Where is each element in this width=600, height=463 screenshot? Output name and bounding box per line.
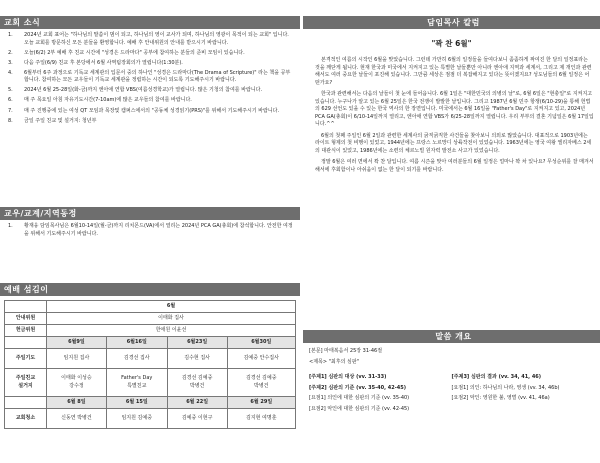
- item-text: 매 주 진행중에 있는 여성 QT 모임과 목장및 캠퍼스에서의 "공동체 성경읽기(PRS)"를 위해서 기도해주시기 바랍니다.: [24, 107, 280, 114]
- usher-value: 이태화 집사: [47, 313, 296, 325]
- news-list: [0, 29, 300, 125]
- month-blank: [5, 301, 47, 313]
- fellowship-line: 박병건: [189, 382, 205, 389]
- presbytery-section-title: 교우/교계/지역동정: [0, 207, 300, 220]
- sermon-name-row: [309, 359, 594, 367]
- list-item: [8, 50, 294, 58]
- date-blank: [5, 337, 47, 349]
- fellowship-line: 김경선 김예중: [245, 375, 277, 381]
- item-number: 4.: [8, 69, 13, 76]
- item-text: 2024년 교회 표어는 "하나님의 말씀이 범이 되고, 하나님의 영이 교사가 되며, 하나님의 영광이 목적이 되는 교회" 입니다. 오늘 교회를 방문하신 모든 분들을 환영합니다. 예배 후 안내위원의 안내를 받으시기 바랍니다.: [24, 32, 289, 46]
- news-section-title: 교회 소식: [0, 16, 300, 29]
- list-item: [8, 32, 294, 47]
- item-text: 2024년 6월 25-28일(화-금)까지 엔아애 연합 VBS(여름성경학교)가 열립니다. 많은 기청의 참여를 바랍니다.: [24, 87, 263, 94]
- usher-label: 안내위원: [5, 313, 47, 325]
- item-number: 7.: [8, 107, 13, 114]
- sermon-point: [요점2] 악인: 영원한 불, 영벌 (vv. 41, 46a): [451, 395, 550, 401]
- right-column: [303, 0, 600, 463]
- sermon-point-row: [309, 395, 594, 403]
- item-number: 3.: [8, 59, 13, 66]
- fellowship-line: 강수정: [69, 382, 84, 389]
- fellowship-line: Father's Day: [121, 375, 153, 381]
- scripture-row: [309, 348, 594, 356]
- item-number: 1.: [8, 223, 13, 229]
- item-number: 1.: [8, 32, 13, 38]
- list-item: [8, 118, 294, 126]
- prayer-cell: 김수현 집사: [167, 349, 227, 369]
- fellowship-cell: [167, 369, 227, 397]
- scripture: [본문] 마태복음서 25장 31-46절: [309, 348, 383, 354]
- list-item: [8, 97, 294, 105]
- item-text: 매 주 목요일 아침 자유기도시간(7-10am)에 많은 교우들의 참여를 바랍니다.: [24, 97, 192, 104]
- offering-value: 한애원 이윤선: [47, 325, 296, 337]
- date-cell: 6월23일: [167, 337, 227, 349]
- date-cell: 6월 29일: [227, 397, 295, 409]
- article-paragraph: 한국과 관련해서는 다음의 날들이 첫 눈에 들어옵니다. 6월 1일은 "대한민국의 의병의 날"로, 6월 6일은 "현충일"로 지켜지고 있습니다. 누구나가 알고 있는 6월 25일은 한국 전쟁이 발발한 날입니다. 그리고 1987년 6월 민주 항쟁(6/10-29)을 통해 헌법의 629 선언도 있을 수 있는 한국 역사의 한 장면입니다. 미국에서는 6월 16일을 "Father's Day"로 지켜지고 있고, 2024년 PCA GA(총회)이 6/10-14일까지 열리고, 엔아애 연합 VBS가 6/25-28일까지 열립니다. 우리 부부의 결혼 기념일은 6월 17일입니다.^^: [315, 91, 594, 128]
- prayer-cell: 김예중 안수집사: [227, 349, 295, 369]
- item-text: 황재웅 담임목사님은 6월10-14일(월-금)까지 리치몬드(VA)에서 열리는 2024년 PCA GA(총회)에 참석합니다. 안전한 여정을 위해서 기도해주시기 바랍니다.: [24, 223, 293, 237]
- offering-label: 헌금위원: [5, 325, 47, 337]
- sermon-point-row: [309, 374, 594, 382]
- item-number: 5.: [8, 87, 13, 94]
- date-cell: 6월9일: [47, 337, 107, 349]
- fellowship-label-line2: 설거지: [18, 382, 33, 389]
- article-paragraph: 정말 6월은 여러 면에서 꽉 찬 달입니다. 여름 시즌을 맞아 여러분들의 6월 일정은 얼마나 꽉 차 있나요? 무성순위를 잘 매겨서 해서에 후회함이나 아쉬움이 없는 한 달이 되기를 바랍니다.: [315, 159, 594, 173]
- list-item: [8, 223, 294, 238]
- item-number: 2.: [8, 49, 13, 56]
- cleaning-label: 교회청소: [5, 409, 47, 429]
- fellowship-cell: [227, 369, 295, 397]
- sermon-point-row: [309, 406, 594, 414]
- list-item: [8, 108, 294, 116]
- article-body: [303, 57, 600, 174]
- date-cell: 6월16일: [106, 337, 167, 349]
- fellowship-line: 박병건: [254, 382, 269, 389]
- item-number: 6.: [8, 97, 13, 104]
- servers-section-title: 예배 섬김이: [0, 283, 300, 296]
- sermon-outline: [303, 345, 600, 416]
- sermon-point: [주제1] 심판의 대상 (vv. 31-33): [309, 374, 387, 380]
- prayer-label: 주일기도: [5, 349, 47, 369]
- date-cell: 6월 15일: [106, 397, 167, 409]
- cleaning-cell: 신동연 박병건: [47, 409, 107, 429]
- date-cell: 6월 8일: [47, 397, 107, 409]
- fellowship-line: 특별친교: [127, 382, 147, 389]
- sermon-points: [309, 374, 594, 413]
- date-blank: [5, 397, 47, 409]
- cleaning-cell: 임지원 김예중: [106, 409, 167, 429]
- fellowship-label-line1: 주일친교: [15, 375, 36, 381]
- article-title: "꽉 찬 6월": [431, 39, 472, 48]
- list-item: [8, 60, 294, 68]
- article-paragraph: 6월의 첫째 주일인 6월 2일과 관련한 세계사의 굵직굵직한 사건들을 찾아보니 의외로 많았습니다. 대표적으로 1903년에는 라이트 형제의 첫 비행이 있었고, 1944년에는 프랑스 노르망디 상륙작전이 있었습니다. 1963년에는 영국 여왕 엘리자베스 2세의 대관식이 있었고, 1986년에는 소련의 체르노빌 원자력 발전소 사고가 있었습니다.: [315, 132, 592, 154]
- list-item: [8, 87, 294, 95]
- sermon-point: [요점2] 악인에 대한 심판의 기준 (vv. 42-45): [309, 405, 410, 412]
- cleaning-cell: 김지현 여명훈: [227, 409, 295, 429]
- sermon-point: [요점1] 의인: 하나님의 나라, 영생 (vv. 34, 46b): [451, 384, 560, 391]
- sermon-point: [주제3] 심판의 결과 (vv. 34, 41, 46): [451, 374, 542, 380]
- presbytery-list: [0, 220, 300, 241]
- fellowship-line: 김경선 김예중: [181, 375, 213, 381]
- sermon-name: <제목> "최후의 심판": [309, 358, 359, 365]
- sermon-point: [요점1] 의인에 대한 심판의 기준 (vv. 35-40): [309, 395, 410, 401]
- date-cell: 6월30일: [227, 337, 295, 349]
- item-text: 6월부터 6주 과정으로 기독교 세계관의 입문서 중의 하나인 "성경은 드라마다(The Drama of Scripture)" 라는 책을 공부합니다. 참여하는 모든 교우들이 기독교 세계관을 정립하는 시간이 되도록 기도해주시기 바랍니다.: [24, 69, 291, 84]
- prayer-cell: 임지원 집사: [47, 349, 107, 369]
- item-text: 금일 주일 친교 및 설거지: 청년부: [24, 117, 97, 124]
- month-cell: 6월: [47, 301, 296, 313]
- sermon-point: [주제2] 심판의 기준 (vv. 35-40, 42-45): [309, 384, 407, 391]
- prayer-cell: 김경선 집사: [106, 349, 167, 369]
- item-number: 8.: [8, 117, 13, 124]
- servers-table: [4, 300, 296, 429]
- cleaning-cell: 김예중 이현구: [167, 409, 227, 429]
- list-item: [8, 70, 294, 85]
- date-cell: 6월 22일: [167, 397, 227, 409]
- sermon-point: [452, 406, 595, 414]
- fellowship-label: [5, 369, 47, 397]
- item-text: 오늘(6/2) 2부 예배 후 친교 시간에 "성경은 드라마다" 공부에 참여하는 분들의 준비 모임이 있습니다.: [24, 49, 245, 56]
- article-paragraph: 본격적인 여름의 시작인 6월을 맞았습니다. 그런데 가만히 6월의 일정들을 들여다보니 좀좀하게 짜여진 한 달의 일정표라는 것을 깨닫게 됩니다. 현재 한국과 미국에서 지켜지고 있는 특별한 날들뿐만 아니라 엔아애 지역과 세계서, 그리고 제 개인과 관련해서도 여러 중요한 날들이 포진해 있습니다. 그만큼 세상은 점점 더 복잡해지고 있다는 뜻이겠지요? 성도님들의 6월 일정은 어떤가요?: [315, 57, 592, 86]
- sermon-section-title: 말씀 개요: [303, 330, 600, 343]
- item-text: 다음 주일(6/9) 친교 후 본당에서 6월 사역팀장회의가 열립니다(1:30분).: [24, 59, 183, 66]
- fellowship-cell: [106, 369, 167, 397]
- sermon-point-row: [309, 385, 594, 393]
- pastor-column-title: 담임목사 칼럼: [303, 16, 600, 29]
- fellowship-cell: [47, 369, 107, 397]
- fellowship-line: 이태화 이성승: [61, 375, 92, 381]
